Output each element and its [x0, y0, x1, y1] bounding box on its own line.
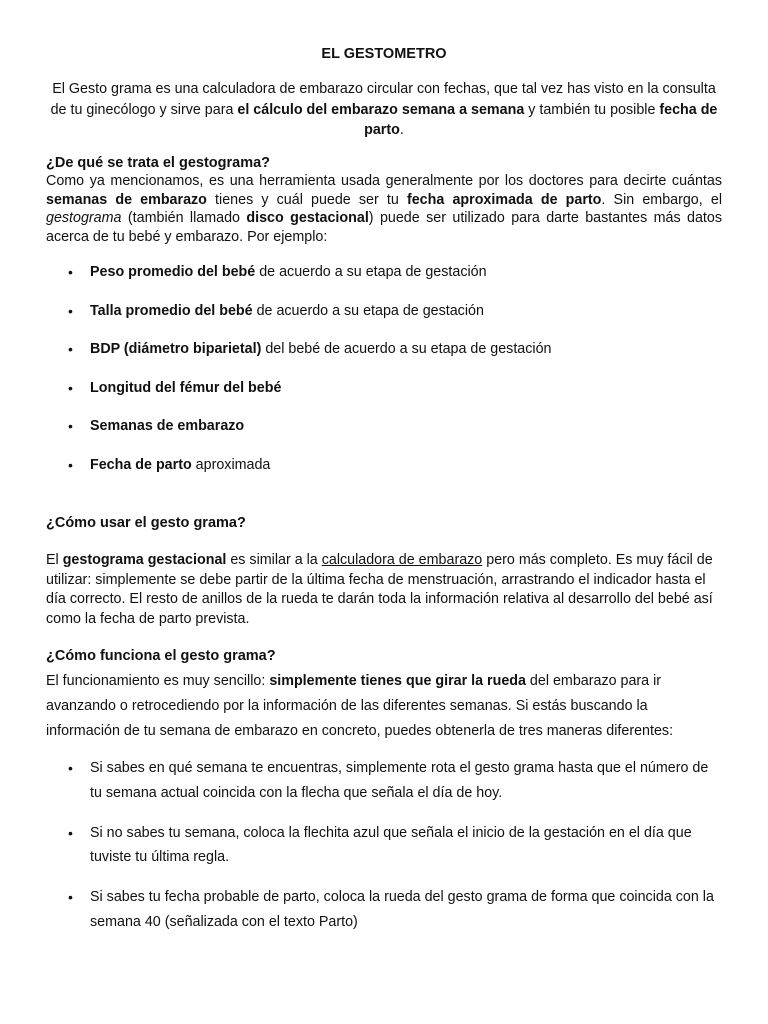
- intro-text-2: y también tu posible: [524, 101, 660, 118]
- list-item: [46, 339, 722, 378]
- section1-bold-3: disco gestacional: [246, 210, 369, 227]
- list-item-bold: BDP (diámetro biparietal): [90, 341, 262, 357]
- list-item: [46, 378, 722, 417]
- list-item-bold: Talla promedio del bebé: [90, 302, 253, 319]
- list-item-bold: Longitud del fémur del bebé: [90, 379, 282, 396]
- section3-text-2: del embarazo para ir avanzando o retrocediendo por la información de las diferentes semanas. Si estás buscando la información de tu semana de embarazo en concreto, puedes obtenerla de tres maneras diferentes:: [46, 673, 674, 739]
- intro-bold-2: fecha de parto: [364, 101, 718, 138]
- list-item-bold: Peso promedio del bebé: [90, 264, 256, 280]
- section1-bold-1: semanas de embarazo: [46, 191, 207, 208]
- list-item: [46, 301, 722, 340]
- section3-paragraph: [46, 669, 722, 743]
- section1-italic-1: gestograma: [46, 210, 122, 227]
- intro-bold-1: el cálculo del embarazo semana a semana: [237, 101, 525, 118]
- section1-text-1: Como ya mencionamos, es una herramienta usada generalmente por los doctores para decirte cuántas: [46, 173, 722, 189]
- section1-bullet-list: [46, 262, 722, 493]
- intro-text-1: El Gesto grama es una calculadora de embarazo circular con fechas, que tal vez has visto en la consulta de tu ginecólogo y sirve para: [50, 81, 716, 118]
- list-item-bold: Fecha de parto: [90, 456, 192, 473]
- section3-bold-1: simplemente tienes que girar la rueda: [269, 673, 526, 689]
- section3-text-1: El funcionamiento es muy sencillo:: [46, 673, 270, 689]
- section2-bold-1: gestograma gestacional: [62, 552, 227, 568]
- section1-text-5: ) puede ser utilizado para darte bastantes más datos acerca de tu bebé y embarazo. Por ejemplo:: [46, 210, 722, 245]
- section2-text-1: El: [46, 552, 63, 568]
- section3-bullet-list: [46, 756, 722, 950]
- list-item: [46, 262, 722, 301]
- section1-text-2: tienes y cuál puede ser tu: [206, 191, 407, 208]
- section2-text-3: pero más completo. Es muy fácil de utilizar: simplemente se debe partir de la última fecha de menstruación, arrastrando el indicador hasta el día correcto. El resto de anillos de la rueda te darán toda la información relativa al desarrollo del bebé así como la fecha de parto prevista.: [46, 552, 713, 627]
- list-item: [46, 455, 722, 494]
- list-item: • Si no sabes tu semana, coloca la flechita azul que señala el inicio de la gestación en el día que tuviste tu última regla.: [46, 821, 722, 871]
- section2-heading: ¿Cómo usar el gesto grama?: [46, 515, 246, 531]
- section1-text-3: . Sin embargo, el: [601, 191, 723, 208]
- list-item: [46, 416, 722, 455]
- section1-text-4: (también llamado: [121, 210, 247, 227]
- list-item-text: del bebé de acuerdo a su etapa de gestación: [261, 341, 552, 357]
- section2-paragraph: [46, 551, 722, 629]
- section2-text-2: es similar a la: [226, 552, 322, 568]
- intro-paragraph: [46, 79, 722, 141]
- calculadora-link[interactable]: calculadora de embarazo: [321, 552, 483, 568]
- intro-text-3: .: [399, 122, 404, 138]
- list-item-text: de acuerdo a su etapa de gestación: [252, 302, 484, 319]
- section3-heading: ¿Cómo funciona el gesto grama?: [46, 648, 276, 664]
- list-item-text: de acuerdo a su etapa de gestación: [255, 264, 487, 280]
- section1-paragraph: [46, 172, 722, 246]
- list-item: • Si sabes tu fecha probable de parto, coloca la rueda del gesto grama de forma que coincida con la semana 40 (señalizada con el texto Parto): [46, 885, 722, 935]
- section1-heading: ¿De qué se trata el gestograma?: [46, 155, 271, 171]
- section1-bold-2: fecha aproximada de parto: [406, 191, 602, 208]
- list-item-bold: Semanas de embarazo: [90, 418, 245, 434]
- list-item: • Si sabes en qué semana te encuentras, simplemente rota el gesto grama hasta que el número de tu semana actual coincida con la flecha que señala el día de hoy.: [46, 756, 722, 806]
- document-title: EL GESTOMETRO: [321, 46, 447, 62]
- list-item-text: aproximada: [191, 456, 271, 473]
